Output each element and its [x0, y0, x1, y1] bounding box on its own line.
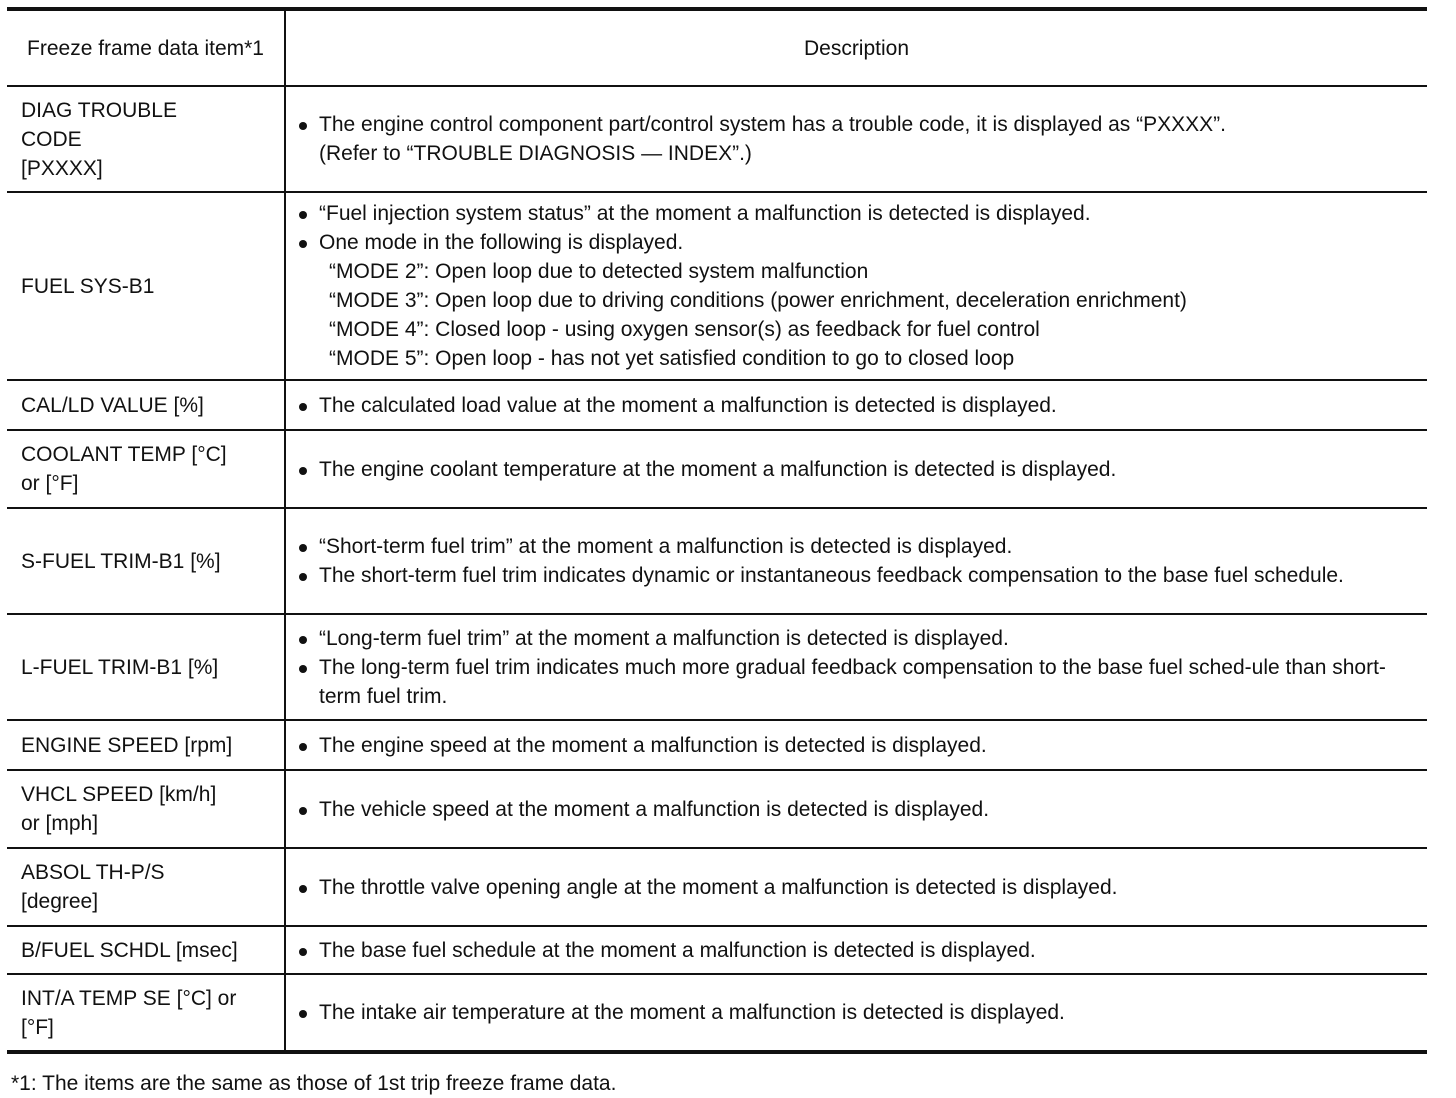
- item-label: [degree]: [21, 890, 99, 913]
- description-cell: [285, 430, 1427, 508]
- table-row: [7, 926, 1427, 974]
- header-item: Freeze frame data item*1: [7, 9, 285, 86]
- item-cell: [7, 430, 285, 508]
- table-row: [7, 720, 1427, 770]
- description-cell: [285, 192, 1427, 380]
- item-label: or [°F]: [21, 472, 79, 495]
- item-label: INT/A TEMP SE [°C] or: [21, 986, 237, 1010]
- item-label: ENGINE SPEED [rpm]: [21, 733, 233, 757]
- item-cell: [7, 614, 285, 720]
- item-label: CAL/LD VALUE [%]: [21, 393, 204, 417]
- description-cell: [285, 720, 1427, 770]
- bullet-item: The calculated load value at the moment a malfunction is detected is displayed.: [296, 391, 1397, 420]
- item-cell: [7, 926, 285, 974]
- bullet-item: One mode in the following is displayed.: [296, 228, 1397, 257]
- description-cell: [285, 86, 1427, 192]
- bullet-list: [296, 532, 1397, 590]
- item-cell: [7, 974, 285, 1052]
- description-cell: [285, 614, 1427, 720]
- mode-line: “MODE 5”: Open loop - has not yet satisfied condition to go to closed loop: [329, 347, 1015, 370]
- item-label: [PXXXX]: [21, 156, 103, 180]
- table-row: [7, 430, 1427, 508]
- bullet-list: [296, 455, 1397, 484]
- bullet-item: The base fuel schedule at the moment a malfunction is detected is displayed.: [296, 936, 1397, 965]
- item-label: [°F]: [21, 1015, 54, 1039]
- item-label: FUEL SYS-B1: [21, 274, 155, 298]
- item-label: DIAG TROUBLE: [21, 98, 177, 122]
- bullet-list: [296, 110, 1397, 139]
- table-row: [7, 508, 1427, 614]
- bullet-list: [296, 391, 1397, 420]
- mode-line: “MODE 3”: Open loop due to driving conditions (power enrichment, deceleration enrichment): [329, 289, 1187, 312]
- header-description: Description: [285, 9, 1427, 86]
- bullet-item: “Short-term fuel trim” at the moment a malfunction is detected is displayed.: [296, 532, 1397, 561]
- bullet-item: The intake air temperature at the moment a malfunction is detected is displayed.: [296, 998, 1397, 1027]
- description-cell: [285, 380, 1427, 430]
- item-cell: [7, 770, 285, 848]
- item-label: S-FUEL TRIM-B1 [%]: [21, 549, 221, 573]
- description-cell: [285, 974, 1427, 1052]
- bullet-item: The short-term fuel trim indicates dynamic or instantaneous feedback compensation to the base fuel schedule.: [296, 561, 1397, 590]
- footnote: *1: The items are the same as those of 1st trip freeze frame data.: [11, 1072, 617, 1095]
- description-cell: [285, 848, 1427, 926]
- bullet-list: [296, 795, 1397, 824]
- item-label: B/FUEL SCHDL [msec]: [21, 938, 238, 962]
- table-row: [7, 848, 1427, 926]
- freeze-frame-table: [7, 7, 1427, 1054]
- item-label: or [mph]: [21, 812, 99, 835]
- bullet-item: The vehicle speed at the moment a malfunction is detected is displayed.: [296, 795, 1397, 824]
- table-row: [7, 974, 1427, 1052]
- item-label: L-FUEL TRIM-B1 [%]: [21, 655, 219, 679]
- table-row: [7, 614, 1427, 720]
- table-body: [7, 86, 1427, 1052]
- freeze-frame-sheet: [7, 7, 1427, 1095]
- table-row: [7, 192, 1427, 380]
- bullet-list: [296, 936, 1397, 965]
- bullet-item: “Long-term fuel trim” at the moment a malfunction is detected is displayed.: [296, 624, 1397, 653]
- bullet-list: [296, 624, 1397, 711]
- item-label: ABSOL TH-P/S: [21, 861, 165, 884]
- bullet-list: [296, 998, 1397, 1027]
- bullet-item: The engine control component part/control system has a trouble code, it is displayed as “PXXXX”.: [296, 110, 1397, 139]
- item-cell: [7, 86, 285, 192]
- item-label: CODE: [21, 127, 82, 151]
- reference-note: (Refer to “TROUBLE DIAGNOSIS — INDEX”.): [319, 142, 752, 165]
- description-cell: [285, 508, 1427, 614]
- description-cell: [285, 926, 1427, 974]
- table-row: [7, 770, 1427, 848]
- mode-line: “MODE 2”: Open loop due to detected system malfunction: [329, 260, 869, 283]
- bullet-item: The long-term fuel trim indicates much more gradual feedback compensation to the base fuel sched-ule than short-term fuel trim.: [296, 653, 1397, 711]
- item-cell: [7, 380, 285, 430]
- bullet-item: The throttle valve opening angle at the moment a malfunction is detected is displayed.: [296, 873, 1397, 902]
- bullet-item: The engine speed at the moment a malfunction is detected is displayed.: [296, 731, 1397, 760]
- mode-line: “MODE 4”: Closed loop - using oxygen sensor(s) as feedback for fuel control: [329, 318, 1040, 341]
- table-row: [7, 86, 1427, 192]
- bullet-list: [296, 731, 1397, 760]
- item-cell: [7, 192, 285, 380]
- bullet-item: “Fuel injection system status” at the moment a malfunction is detected is displayed.: [296, 199, 1397, 228]
- item-label: COOLANT TEMP [°C]: [21, 443, 227, 466]
- item-cell: [7, 720, 285, 770]
- table-row: [7, 380, 1427, 430]
- item-cell: [7, 508, 285, 614]
- item-label: VHCL SPEED [km/h]: [21, 783, 217, 806]
- table-header-row: [7, 9, 1427, 86]
- bullet-list: [296, 873, 1397, 902]
- description-cell: [285, 770, 1427, 848]
- bullet-item: The engine coolant temperature at the moment a malfunction is detected is displayed.: [296, 455, 1397, 484]
- bullet-list: [296, 199, 1397, 257]
- item-cell: [7, 848, 285, 926]
